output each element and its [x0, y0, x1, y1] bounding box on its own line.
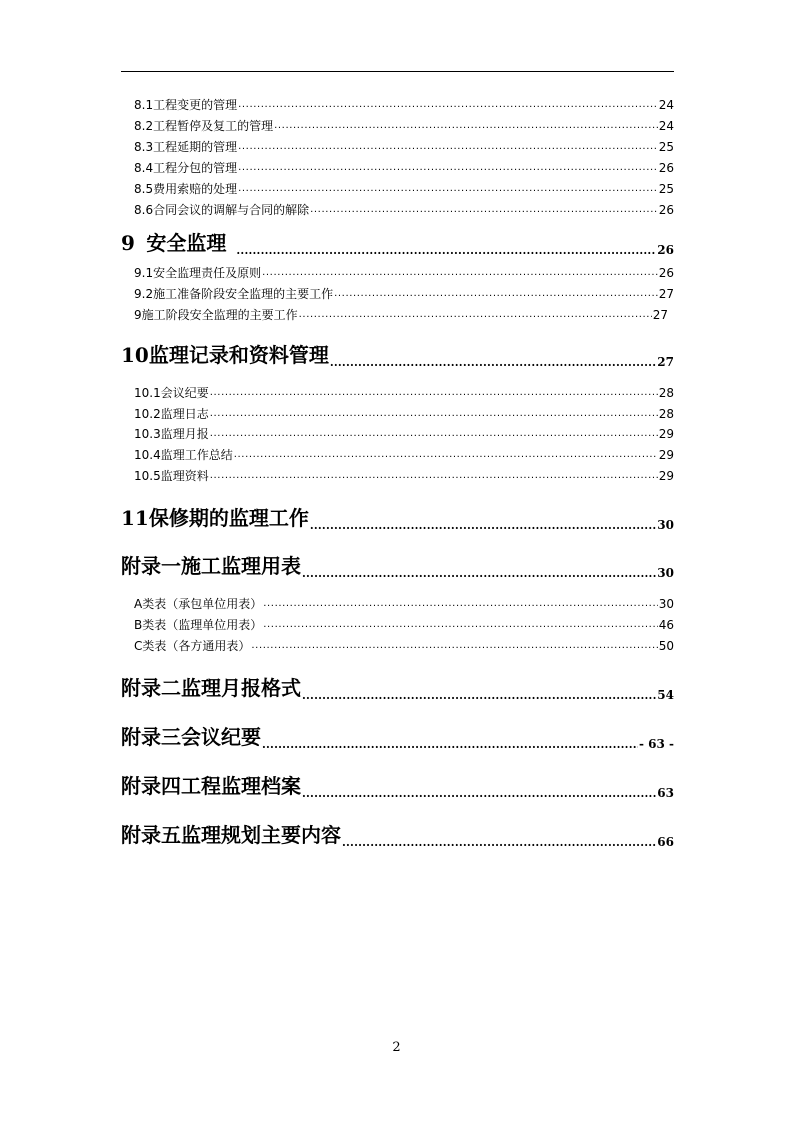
toc-entry-11[interactable]: [121, 503, 674, 533]
toc-entry-10-1[interactable]: [134, 383, 674, 403]
toc-page: 25: [658, 140, 674, 154]
toc-page: 30: [657, 566, 674, 580]
toc-entry-10-3[interactable]: [134, 424, 674, 444]
toc-title: 施工阶段安全监理的主要工作: [141, 308, 298, 322]
toc-number: 10.2: [134, 407, 161, 421]
toc-number: 10.1: [134, 386, 161, 400]
toc-entry-8-6[interactable]: [134, 200, 674, 220]
toc-page: 28: [658, 386, 674, 400]
toc-leader: [299, 305, 652, 325]
toc-title: 监理资料: [160, 469, 209, 483]
toc-page: 29: [658, 448, 674, 462]
toc-entry-appendix-3[interactable]: [121, 722, 674, 752]
toc-page: 30: [657, 518, 674, 532]
toc-page: 63: [657, 786, 674, 800]
toc-entry-appendix-1[interactable]: [121, 551, 674, 581]
toc-number: 9.1: [134, 266, 154, 280]
toc-leader: [236, 244, 656, 258]
toc-title: 类表（监理单位用表）: [142, 618, 263, 632]
toc-page: 27: [652, 308, 668, 322]
toc-title: 监理记录和资料管理: [148, 343, 329, 367]
toc-page: 30: [658, 597, 674, 611]
toc-entry-8-2[interactable]: [134, 116, 674, 136]
toc-leader: [334, 284, 658, 304]
header-rule: [121, 71, 674, 72]
toc-number: 附录二: [121, 676, 181, 700]
toc-number: 8.2: [134, 119, 154, 133]
toc-number: 8.1: [134, 98, 154, 112]
toc-leader: [262, 738, 638, 752]
toc-title: 工程分包的管理: [153, 161, 238, 175]
toc-entry-appendix-5[interactable]: [121, 820, 674, 850]
toc-number: B: [134, 618, 143, 632]
toc-number: C: [134, 639, 143, 653]
toc-leader: [310, 200, 658, 220]
toc-leader: [263, 594, 657, 614]
toc-title: 工程延期的管理: [153, 140, 238, 154]
toc-number: 附录三: [121, 725, 181, 749]
toc-entry-10-2[interactable]: [134, 404, 674, 424]
toc-leader: [210, 383, 658, 403]
toc-entry-8-3[interactable]: [134, 137, 674, 157]
toc-leader: [263, 615, 657, 635]
toc-leader: [251, 636, 657, 656]
toc-number: 9: [134, 308, 142, 322]
toc-entry-10-4[interactable]: [134, 445, 674, 465]
toc-number: 11: [121, 506, 149, 530]
toc-title: 类表（承包单位用表）: [142, 597, 263, 611]
toc-page: 46: [658, 618, 674, 632]
toc-title: 类表（各方通用表）: [142, 639, 251, 653]
toc-title: 安全监理: [146, 231, 227, 255]
toc-leader: [210, 466, 658, 486]
toc-page: 54: [657, 688, 674, 702]
toc-leader: [238, 158, 658, 178]
toc-entry-9-2[interactable]: [134, 284, 674, 304]
toc-leader: [238, 137, 658, 157]
toc-title: 会议纪要: [181, 725, 261, 749]
toc-leader: [210, 424, 658, 444]
toc-page: 29: [658, 427, 674, 441]
toc-page: 26: [658, 203, 674, 217]
toc-leader: [274, 116, 658, 136]
toc-title: 会议纪要: [160, 386, 209, 400]
toc-page: 28: [658, 407, 674, 421]
toc-entry-9[interactable]: [121, 228, 674, 258]
toc-number: 8.4: [134, 161, 154, 175]
toc-entry-appendix-4[interactable]: [121, 771, 674, 801]
toc-title: 工程变更的管理: [153, 98, 238, 112]
toc-page: 29: [658, 469, 674, 483]
toc-leader: [330, 356, 656, 370]
toc-page: 27: [658, 287, 674, 301]
toc-leader: [262, 263, 658, 283]
toc-number: 附录一: [121, 554, 181, 578]
toc-title: 费用索赔的处理: [153, 182, 238, 196]
toc-number: 8.3: [134, 140, 154, 154]
toc-number: 10.5: [134, 469, 161, 483]
toc-title: 监理日志: [160, 407, 209, 421]
toc-title: 合同会议的调解与合同的解除: [153, 203, 310, 217]
toc-entry-b-forms[interactable]: [134, 615, 674, 635]
toc-leader: [310, 519, 656, 533]
toc-leader: [238, 179, 658, 199]
toc-title: 工程暂停及复工的管理: [153, 119, 274, 133]
toc-entry-8-5[interactable]: [134, 179, 674, 199]
toc-leader: [302, 567, 656, 581]
toc-page: 26: [657, 243, 674, 257]
toc-page: 25: [658, 182, 674, 196]
toc-leader: [302, 787, 656, 801]
toc-entry-9-3[interactable]: [134, 305, 668, 325]
toc-title: 施工准备阶段安全监理的主要工作: [153, 287, 334, 301]
toc-number: A: [134, 597, 143, 611]
toc-page: - 63 -: [638, 737, 674, 751]
toc-leader: [302, 689, 656, 703]
toc-page: 50: [658, 639, 674, 653]
toc-leader: [210, 404, 658, 424]
toc-page: 24: [658, 98, 674, 112]
toc-leader: [234, 445, 658, 465]
toc-entry-c-forms[interactable]: [134, 636, 674, 656]
toc-page: 26: [658, 266, 674, 280]
toc-number: 附录五: [121, 823, 181, 847]
toc-page: 26: [658, 161, 674, 175]
toc-entry-8-1[interactable]: [134, 95, 674, 115]
toc-leader: [238, 95, 658, 115]
toc-number: 9: [121, 231, 135, 255]
toc-title: 监理月报格式: [181, 676, 301, 700]
toc-number: 8.5: [134, 182, 154, 196]
toc-title: 保修期的监理工作: [148, 506, 309, 530]
toc-page: 24: [658, 119, 674, 133]
toc-page: 27: [657, 355, 674, 369]
toc-number: 10.4: [134, 448, 161, 462]
toc-number: 附录四: [121, 774, 181, 798]
toc-title: 监理工作总结: [160, 448, 233, 462]
toc-entry-appendix-2[interactable]: [121, 673, 674, 703]
toc-page: 66: [657, 835, 674, 849]
toc-entry-a-forms[interactable]: [134, 594, 674, 614]
toc-number: 8.6: [134, 203, 154, 217]
toc-entry-9-1[interactable]: [134, 263, 674, 283]
toc-number: 10: [121, 343, 149, 367]
toc-entry-10-5[interactable]: [134, 466, 674, 486]
toc-number: 10.3: [134, 427, 161, 441]
toc-number: 9.2: [134, 287, 154, 301]
toc-title: 监理月报: [160, 427, 209, 441]
page-number: 2: [392, 1040, 401, 1055]
toc-leader: [342, 836, 656, 850]
toc-title: 施工监理用表: [181, 554, 301, 578]
toc-entry-8-4[interactable]: [134, 158, 674, 178]
toc-title: 监理规划主要内容: [181, 823, 341, 847]
toc-title: 安全监理责任及原则: [153, 266, 262, 280]
toc-entry-10[interactable]: [121, 340, 674, 370]
toc-title: 工程监理档案: [181, 774, 301, 798]
